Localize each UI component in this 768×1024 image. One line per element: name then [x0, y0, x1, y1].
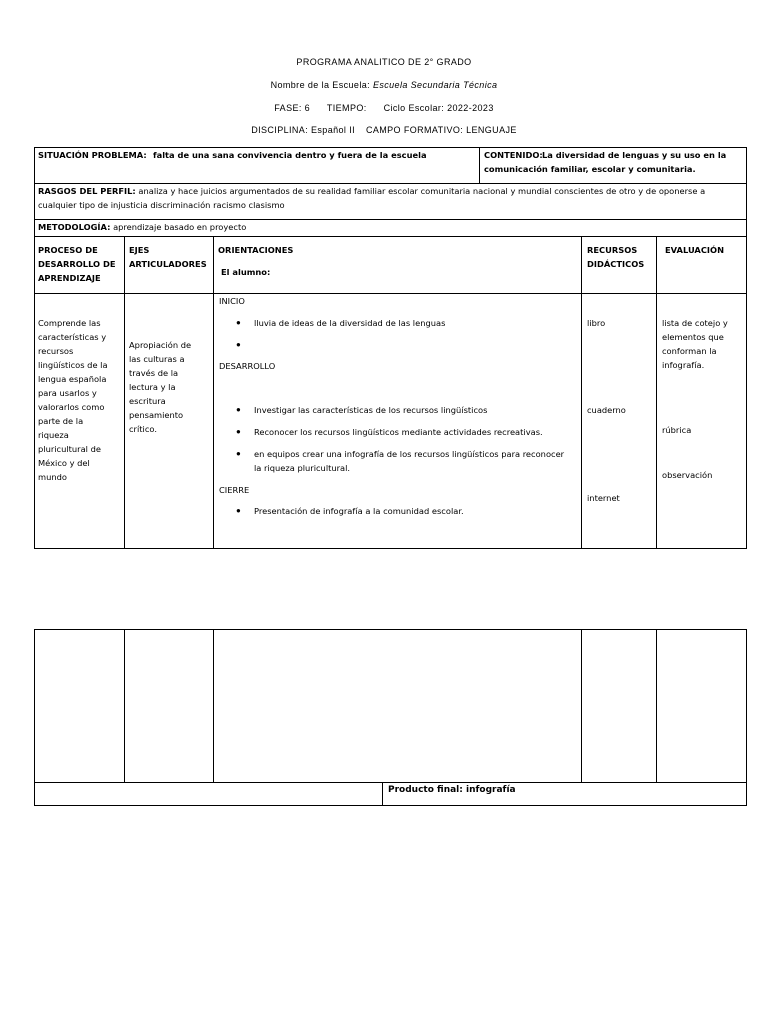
inicio-heading: INICIO — [219, 296, 245, 306]
proceso-line-11: México y del — [38, 458, 90, 468]
rasgos-text-1: analiza y hace juicios argumentados de su realidad familiar escolar comunitaria nacional y mundial conscientes de otro y de oponerse a — [138, 186, 706, 196]
evaluacion-rubrica: rúbrica — [662, 425, 692, 435]
bullet-icon: ● — [236, 405, 241, 414]
ejes-line-3: través de la — [129, 368, 179, 378]
evaluacion-line-2: elementos que — [662, 332, 724, 342]
ejes-line-5: escritura — [129, 396, 166, 406]
proceso-line-7: valorarlos como — [38, 402, 105, 412]
header-proceso-2: DESARROLLO DE — [38, 259, 116, 269]
recurso-internet: internet — [587, 493, 620, 503]
header-evaluacion: EVALUACIÓN — [665, 245, 725, 255]
recurso-libro: libro — [587, 318, 606, 328]
metodologia-line — [38, 220, 246, 234]
header-proceso-3: APRENDIZAJE — [38, 273, 101, 283]
campo-formativo: CAMPO FORMATIVO: LENGUAJE — [365, 125, 517, 135]
header-recursos-1: RECURSOS — [587, 245, 638, 255]
header-ejes-1: EJES — [129, 245, 150, 255]
proceso-line-12: mundo — [38, 472, 67, 482]
header-orientaciones: ORIENTACIONES — [218, 245, 294, 255]
ejes-line-1: Apropiación de — [129, 340, 192, 350]
evaluacion-line-3: conforman la — [662, 346, 717, 356]
ciclo-escolar: Ciclo Escolar: 2022-2023 — [383, 103, 494, 113]
desarrollo-item-3b: la riqueza pluricultural. — [254, 463, 351, 473]
contenido-text-2: comunicación familiar, escolar y comunitaria. — [484, 164, 696, 174]
inicio-item-1: lluvia de ideas de la diversidad de las lenguas — [254, 318, 446, 328]
evaluacion-observacion: observación — [662, 470, 713, 480]
disciplina: DISCIPLINA: Español II — [251, 125, 356, 135]
metodologia-label: METODOLOGÍA: — [38, 222, 111, 232]
producto-final: Producto final: infografía — [388, 785, 516, 795]
school-line — [0, 80, 768, 90]
ejes-line-2: las culturas a — [129, 354, 185, 364]
proceso-line-3: recursos — [38, 346, 74, 356]
desarrollo-item-3a: en equipos crear una infografía de los recursos lingüísticos para reconocer — [254, 449, 565, 459]
cierre-heading: CIERRE — [219, 485, 250, 495]
cierre-item-1: Presentación de infografía a la comunidad escolar. — [254, 506, 464, 516]
desarrollo-item-2: Reconocer los recursos lingüísticos mediante actividades recreativas. — [254, 427, 543, 437]
page-title: PROGRAMA ANALITICO DE 2° GRADO — [296, 57, 472, 67]
contenido-label: CONTENIDO: — [484, 150, 543, 160]
ejes-line-7: crítico. — [129, 424, 157, 434]
desarrollo-heading: DESARROLLO — [219, 361, 276, 371]
proceso-line-4: lingüísticos de la — [38, 360, 108, 370]
ejes-line-6: pensamiento — [129, 410, 184, 420]
contenido-text-1: La diversidad de lenguas y su uso en la — [542, 150, 727, 160]
situacion-text: falta de una sana convivencia dentro y fuera de la escuela — [153, 150, 427, 160]
proceso-line-9: riqueza — [38, 430, 69, 440]
bullet-icon: ● — [236, 449, 241, 458]
ejes-line-4: lectura y la — [129, 382, 176, 392]
proceso-line-8: parte de la — [38, 416, 84, 426]
proceso-line-2: características y — [38, 332, 107, 342]
school-name: Escuela Secundaria Técnica — [372, 80, 498, 90]
situacion-label: SITUACIÓN PROBLEMA: — [38, 150, 147, 160]
metodologia-text: aprendizaje basado en proyecto — [113, 222, 247, 232]
bullet-icon: ● — [236, 318, 241, 327]
bullet-icon: ● — [236, 427, 241, 436]
proceso-line-5: lengua española — [38, 374, 107, 384]
evaluacion-line-1: lista de cotejo y — [662, 318, 728, 328]
header-recursos-2: DIDÁCTICOS — [587, 259, 645, 269]
tiempo: TIEMPO: — [326, 103, 367, 113]
disciplina-line — [0, 125, 768, 135]
bullet-icon: ● — [236, 340, 241, 349]
desarrollo-item-1: Investigar las características de los recursos lingüísticos — [254, 405, 488, 415]
recurso-cuaderno: cuaderno — [587, 405, 626, 415]
rasgos-line-1 — [38, 184, 705, 198]
rasgos-text-2: cualquier tipo de injusticia discriminación racismo clasismo — [38, 200, 285, 210]
proceso-line-6: para usarlos y — [38, 388, 97, 398]
proceso-line-10: pluricultural de — [38, 444, 101, 454]
evaluacion-line-4: infografía. — [662, 360, 705, 370]
fase: FASE: 6 — [274, 103, 311, 113]
header-alumno: El alumno: — [221, 267, 271, 277]
rasgos-label: RASGOS DEL PERFIL: — [38, 186, 136, 196]
header-proceso-1: PROCESO DE — [38, 245, 98, 255]
header-ejes-2: ARTICULADORES — [129, 259, 207, 269]
bullet-icon: ● — [236, 506, 241, 515]
fase-line — [0, 103, 768, 113]
school-label: Nombre de la Escuela: — [270, 80, 371, 90]
proceso-line-1: Comprende las — [38, 318, 101, 328]
product-table — [34, 629, 747, 806]
